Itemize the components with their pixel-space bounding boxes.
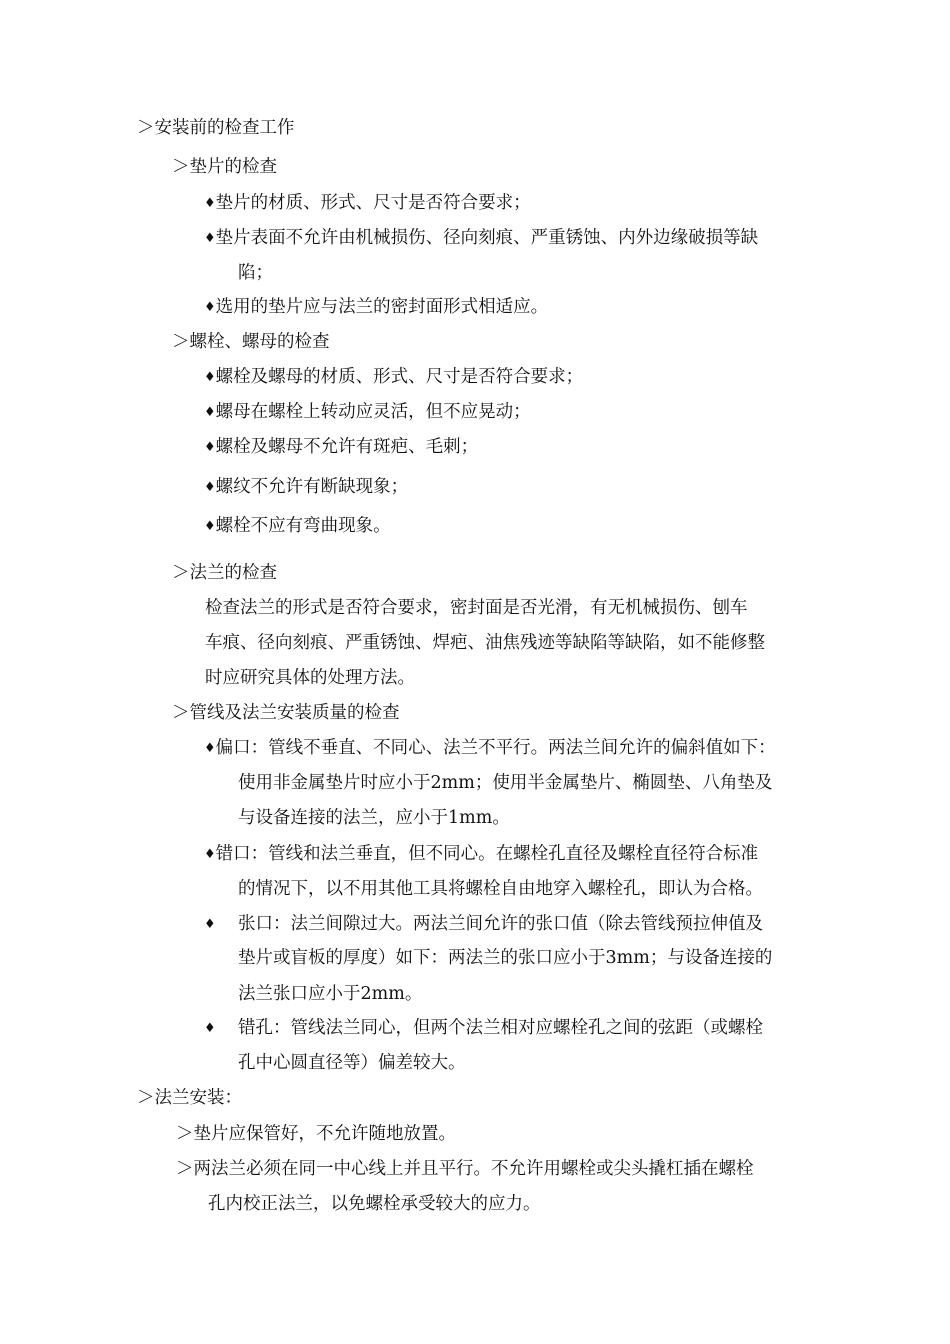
list-item-text: 张口：法兰间隙过大。两法兰间允许的张口值（除去管线预拉伸值及 [238,914,763,934]
paragraph-line: 时应研究具体的处理方法。 [205,668,415,688]
subheading-title: 螺栓、螺母的检查 [189,332,330,352]
subheading-title: 垫片的检查 [189,157,277,177]
subheading-bolt [172,330,330,354]
arrow-marker: ＞ [137,1088,155,1108]
list-item [204,400,531,424]
install-item [176,1122,456,1146]
list-item [204,191,531,215]
diamond-bullet-icon: ♦ [204,440,216,455]
list-item-text: 垫片的材质、形式、尺寸是否符合要求； [215,193,531,213]
list-item [204,295,548,319]
list-item [204,435,478,459]
list-item [204,514,391,538]
arrow-marker: ＞ [137,118,155,138]
paragraph-line: 检查法兰的形式是否符合要求，密封面是否光滑，有无机械损伤、刨车 [205,598,748,618]
arrow-marker: ＞ [176,1159,194,1179]
list-item-continuation: 的情况下，以不用其他工具将螺栓自由地穿入螺栓孔，即认为合格。 [238,879,763,899]
section-heading-pre-install [137,116,295,140]
subheading-title: 法兰的检查 [189,563,277,583]
section-title: 法兰安装： [154,1088,242,1108]
list-item [204,842,758,866]
list-item-continuation [238,261,273,285]
list-item-text: 错口：管线和法兰垂直，但不同心。在螺栓孔直径及螺栓直径符合标准 [215,844,759,864]
list-item-continuation: 孔中心圆直径等）偏差较大。 [238,1053,466,1073]
diamond-bullet-icon: ♦ [204,847,216,862]
arrow-marker: ＞ [172,157,190,177]
subheading-quality [172,701,400,725]
list-item [204,912,763,936]
install-item-text: 两法兰必须在同一中心线上并且平行。不允许用螺栓或尖头撬杠插在螺栓 [193,1159,754,1179]
arrow-marker: ＞ [176,1124,194,1144]
arrow-marker: ＞ [172,703,190,723]
list-item-text: 螺栓及螺母的材质、形式、尺寸是否符合要求； [215,367,584,387]
diamond-bullet-icon: ♦ [204,917,216,932]
paragraph-line: 车痕、径向刻痕、严重锈蚀、焊疤、油焦残迹等缺陷等缺陷，如不能修整 [205,633,765,653]
install-item-continuation: 孔内校正法兰，以免螺栓承受较大的应力。 [208,1194,541,1214]
list-item-text: 螺栓不应有弯曲现象。 [215,516,391,536]
list-item [204,365,583,389]
list-item-text: 螺纹不允许有断缺现象； [215,477,409,497]
list-item-text: 垫片表面不允许由机械损伤、径向刻痕、严重锈蚀、内外边缘破损等缺 [215,228,759,248]
install-item-text: 垫片应保管好，不允许随地放置。 [193,1124,456,1144]
section-heading-install [137,1086,242,1110]
install-item [176,1157,754,1181]
arrow-marker: ＞ [172,563,190,583]
diamond-bullet-icon: ♦ [204,1021,216,1036]
list-item [204,736,776,760]
diamond-bullet-icon: ♦ [204,300,216,315]
list-item-text: 选用的垫片应与法兰的密封面形式相适应。 [215,297,549,317]
diamond-bullet-icon: ♦ [204,480,216,495]
list-item-continuation: 法兰张口应小于2mm。 [238,984,423,1004]
list-item-continuation: 垫片或盲板的厚度）如下：两法兰的张口应小于3mm；与设备连接的 [238,948,773,968]
list-item-text: 螺栓及螺母不允许有斑疤、毛刺； [215,437,479,457]
diamond-bullet-icon: ♦ [204,741,216,756]
diamond-bullet-icon: ♦ [204,231,216,246]
arrow-marker: ＞ [172,332,190,352]
subheading-gasket [172,155,277,179]
section-title: 安装前的检查工作 [154,118,295,138]
list-item [204,1016,763,1040]
diamond-bullet-icon: ♦ [204,405,216,420]
diamond-bullet-icon: ♦ [204,519,216,534]
list-item [204,475,408,499]
list-item-text: 偏口：管线不垂直、不同心、法兰不平行。两法兰间允许的偏斜值如下： [215,738,776,758]
list-item-continuation: 使用非金属垫片时应小于2mm；使用半金属垫片、椭圆垫、八角垫及 [238,773,773,793]
subheading-flange [172,561,277,585]
list-item-text: 错孔：管线法兰同心，但两个法兰相对应螺栓孔之间的弦距（或螺栓 [238,1018,763,1038]
list-item [204,226,758,250]
subheading-title: 管线及法兰安装质量的检查 [189,703,400,723]
diamond-bullet-icon: ♦ [204,196,216,211]
list-item-text: 螺母在螺栓上转动应灵活，但不应晃动； [215,402,531,422]
list-item-text: 陷； [238,263,273,283]
list-item-continuation: 与设备连接的法兰，应小于1mm。 [238,808,510,828]
diamond-bullet-icon: ♦ [204,370,216,385]
